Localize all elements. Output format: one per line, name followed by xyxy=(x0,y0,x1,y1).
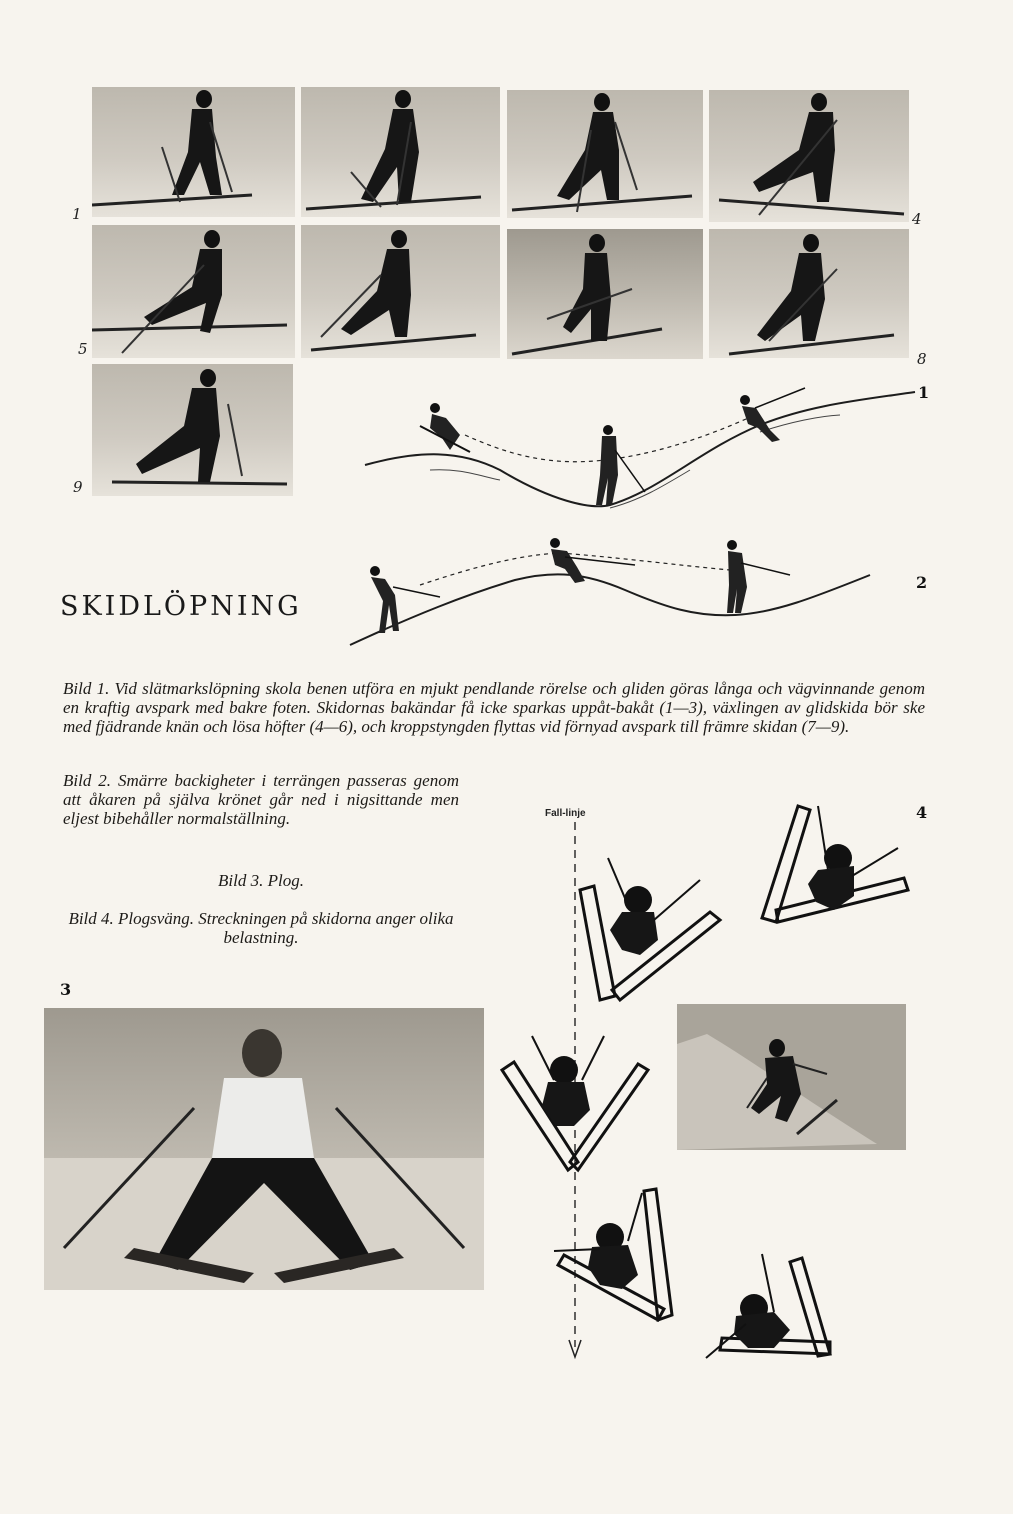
figure-number-4: 4 xyxy=(916,803,928,822)
plogsvang-skier-4 xyxy=(548,1185,698,1325)
plog-photo xyxy=(44,1008,484,1290)
skier-silhouette xyxy=(92,364,293,496)
caption-bild-2: Bild 2. Smärre backigheter i terrängen passeras genom att åkaren på själva krönet går ned i nigsittande men eljest bibehåller normalställning. xyxy=(63,771,459,828)
fall-line-label: Fall-linje xyxy=(545,808,586,819)
frame-label-5: 5 xyxy=(78,340,88,358)
plogsvang-photo xyxy=(677,1004,906,1150)
frame-photo-6 xyxy=(301,225,500,358)
skier-silhouette xyxy=(507,90,703,218)
skier-silhouette xyxy=(301,225,500,358)
snow-terrain xyxy=(350,574,870,645)
skier-silhouette xyxy=(301,87,500,217)
terrain-diagram-2 xyxy=(345,535,875,655)
skier-silhouette xyxy=(420,403,470,452)
skier-silhouette xyxy=(709,90,909,222)
plogsvang-skier-2 xyxy=(758,800,918,930)
skier-silhouette xyxy=(44,1008,484,1290)
frame-photo-2 xyxy=(301,87,500,217)
frame-photo-5 xyxy=(92,225,295,358)
plogsvang-skier-3 xyxy=(498,1030,658,1180)
frame-photo-7 xyxy=(507,229,703,359)
figure-number-2: 2 xyxy=(916,573,928,592)
figure-number-3: 3 xyxy=(60,980,72,999)
skier-silhouette xyxy=(677,1004,906,1150)
figure-number-1: 1 xyxy=(918,383,930,402)
frame-photo-8 xyxy=(709,229,909,358)
frame-label-4: 4 xyxy=(912,210,922,228)
terrain-diagram-1 xyxy=(360,380,920,520)
frame-label-8: 8 xyxy=(917,350,927,368)
skier-silhouette xyxy=(709,229,909,358)
frame-photo-3 xyxy=(507,90,703,218)
caption-bild-3: Bild 3. Plog. xyxy=(218,871,304,890)
skier-silhouette xyxy=(92,87,295,217)
plogsvang-skier-5 xyxy=(700,1250,850,1370)
skier-silhouette xyxy=(92,225,295,358)
frame-photo-4 xyxy=(709,90,909,222)
snow-terrain xyxy=(365,392,915,506)
page-title: SKIDLÖPNING xyxy=(60,591,302,622)
frame-label-1: 1 xyxy=(72,205,82,223)
plogsvang-skier-1 xyxy=(570,850,730,1010)
frame-photo-1 xyxy=(92,87,295,217)
caption-bild-4: Bild 4. Plogsväng. Streckningen på skidorna anger olika belastning. xyxy=(68,909,454,947)
skier-silhouette xyxy=(370,566,440,633)
skier-silhouette xyxy=(727,540,790,613)
caption-bild-1: Bild 1. Vid slätmarkslöpning skola benen utföra en mjukt pendlande rörelse och gliden göras långa och vägvinnande genom en kraftig avspark med bakre foten. Skidornas bakändar få icke sparkas uppåt-bakåt (1—3), växlingen av glidskida bör ske med fjädrande knän och lösa höfter (4—6), och kroppstyngden flyttas vid förnyad avspark till främre skidan (7—9). xyxy=(63,679,925,736)
skier-silhouette xyxy=(507,229,703,359)
frame-photo-9 xyxy=(92,364,293,496)
skier-silhouette xyxy=(550,538,635,583)
frame-label-9: 9 xyxy=(73,478,83,496)
skier-silhouette xyxy=(740,388,805,442)
